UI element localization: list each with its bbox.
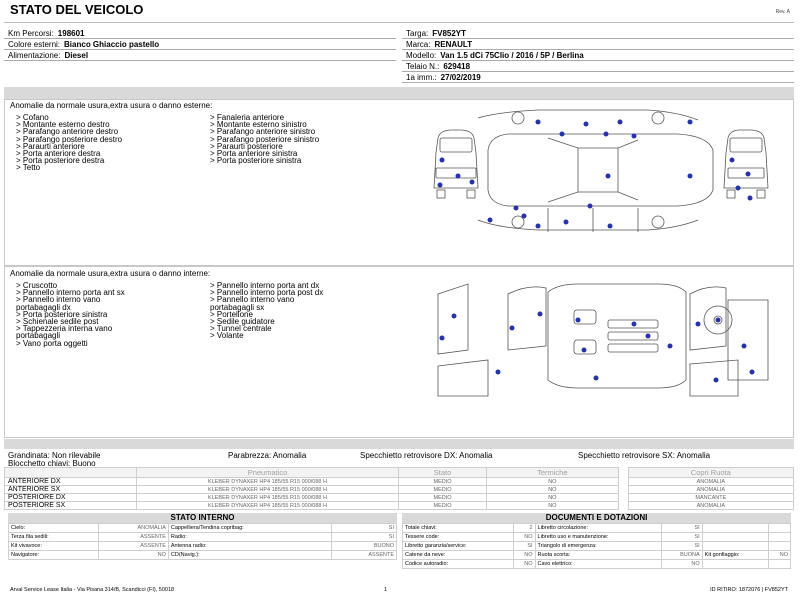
tyre-state: MEDIO — [399, 486, 487, 494]
vehicle-info-left — [4, 28, 396, 61]
internal-damage-list-2: > Pannello interno porta ant dx > Pannello interno porta post dx > Pannello interno vano portabagagli sx > Portellone > Sedile guidatore > Tunnel centrale > Volante — [210, 281, 324, 341]
documents-table — [402, 523, 791, 569]
tyre-state: MEDIO — [399, 478, 487, 486]
vehicle-info-right — [402, 28, 794, 83]
internal-damage-list-1: > Cruscotto > Pannello interno porta ant sx > Pannello interno vano portabagagli dx > Porta posteriore sinistra > Schienale sedile post > Tappezzeria interna vano portabagagli > Vano porta oggetti — [16, 281, 125, 348]
tyre-state: MEDIO — [399, 502, 487, 510]
documents-title: DOCUMENTI E DOTAZIONI — [402, 513, 791, 523]
cell-label — [702, 524, 768, 533]
info-label: Telaio N.: — [406, 61, 440, 71]
footer-id-ritiro: ID RITIRO: 1872076 | FV852YT — [710, 587, 788, 593]
info-value: RENAULT — [434, 39, 473, 49]
header-divider — [4, 22, 794, 23]
tyres-header: Pneumatico — [137, 468, 399, 478]
table-row — [403, 533, 791, 542]
external-damage-title: Anomalie da normale usura,extra usura o danno esterne: — [10, 101, 213, 110]
tyre-model: KLEBER DYNAXER HP4 185/55 R15 000/088 H — [137, 494, 399, 502]
info-value: 27/02/2019 — [440, 72, 481, 82]
mirror-sx-status: Specchietto retrovisore SX: Anomalia — [578, 451, 711, 460]
cell-label: Tessere code: — [403, 533, 514, 542]
table-row — [403, 524, 791, 533]
cell-label: Antenna radio: — [168, 542, 332, 551]
table-row — [9, 533, 397, 542]
info-row-marca — [402, 39, 794, 50]
tyre-winter: NO — [487, 478, 619, 486]
info-row-alimentazione — [4, 50, 396, 61]
cell-label: Terza fila sedili: — [9, 533, 99, 542]
exterior-car-diagram — [428, 108, 778, 236]
tyre-hubcap: ANOMALIA — [628, 502, 793, 510]
table-row — [403, 551, 791, 560]
cell-value: SI — [332, 524, 397, 533]
interior-car-diagram — [428, 280, 778, 400]
info-value: 629418 — [443, 61, 471, 71]
cell-label: Cielo: — [9, 524, 99, 533]
cell-value: NO — [513, 533, 535, 542]
table-row — [403, 542, 791, 551]
tyre-state: MEDIO — [399, 494, 487, 502]
cell-label: Triangolo di emergenza: — [535, 542, 661, 551]
cell-value: SI — [332, 533, 397, 542]
cell-value: SI — [661, 542, 702, 551]
cell-label: Cappelliera/Tendina copribag: — [168, 524, 332, 533]
tyres-header-row — [5, 468, 794, 478]
documents-box — [402, 513, 791, 569]
tyre-hubcap: ANOMALIA — [628, 478, 793, 486]
cell-value — [768, 542, 790, 551]
section-divider-bar — [4, 439, 794, 449]
cell-value — [768, 533, 790, 542]
cell-value — [768, 524, 790, 533]
cell-value: NO — [513, 560, 535, 569]
tyres-table — [4, 467, 794, 510]
table-row — [5, 502, 794, 510]
info-value: FV852YT — [432, 28, 467, 38]
parabrezza-status: Parabrezza: Anomalia — [228, 451, 307, 460]
table-row — [5, 478, 794, 486]
info-value: Diesel — [64, 50, 89, 60]
table-row — [9, 551, 397, 560]
exterior-damage-markers — [438, 120, 753, 229]
page-title: STATO DEL VEICOLO — [10, 2, 144, 17]
info-label: Colore esterni: — [8, 39, 61, 49]
cell-value: BUONO — [332, 542, 397, 551]
footer-page-number: 1 — [384, 587, 388, 593]
cell-label: Totale chiavi: — [403, 524, 514, 533]
info-label: Alimentazione: — [8, 50, 61, 60]
cell-label: Cavo elettrico: — [535, 560, 661, 569]
cell-value: NO — [513, 551, 535, 560]
info-value: Van 1.5 dCi 75Clio / 2016 / 5P / Berlina — [440, 50, 584, 60]
cell-value: ASSENTE — [98, 542, 168, 551]
interior-state-table — [8, 523, 397, 560]
cell-value: ASSENTE — [98, 533, 168, 542]
cell-label — [702, 542, 768, 551]
info-row-immatricolazione — [402, 72, 794, 83]
cell-label: Catene da neve: — [403, 551, 514, 560]
cell-label: CD(Navig.): — [168, 551, 332, 560]
cell-value: SI — [661, 533, 702, 542]
tyre-hubcap: ANOMALIA — [628, 486, 793, 494]
cell-value: NO — [661, 560, 702, 569]
tyre-model: KLEBER DYNAXER HP4 185/55 R15 000/088 H — [137, 502, 399, 510]
cell-label — [702, 560, 768, 569]
table-row — [403, 560, 791, 569]
interior-state-box — [8, 513, 397, 560]
info-row-colore — [4, 39, 396, 50]
cell-label — [702, 533, 768, 542]
table-row — [9, 542, 397, 551]
tyre-winter: NO — [487, 486, 619, 494]
info-label: Modello: — [406, 50, 437, 60]
info-value: Bianco Ghiaccio pastello — [64, 39, 160, 49]
info-label: Km Percorsi: — [8, 28, 54, 38]
cell-value: ANOMALIA — [98, 524, 168, 533]
revision-label: Rev. A — [775, 9, 790, 15]
table-row — [5, 486, 794, 494]
cell-label: Kit gonfiaggio: — [702, 551, 768, 560]
cell-label: Libretto garanzia/service: — [403, 542, 514, 551]
tyres-header: Termiche — [487, 468, 619, 478]
tyre-hubcap: MANCANTE — [628, 494, 793, 502]
cell-value: ASSENTE — [332, 551, 397, 560]
grandinata-status: Grandinata: Non rilevabile — [8, 451, 101, 460]
tyre-winter: NO — [487, 502, 619, 510]
external-damage-list-1: > Cofano > Montante esterno destro > Parafango anteriore destro > Parafango posteriore destro > Paraurti anteriore > Porta anteriore destra > Porta posteriore destra > Tetto — [16, 113, 123, 173]
tyres-header: Copri Ruota — [628, 468, 793, 478]
info-label: Marca: — [406, 39, 431, 49]
info-row-km — [4, 28, 396, 39]
cell-value — [768, 560, 790, 569]
blocchetto-status: Blocchetto chiavi: Buono — [8, 459, 96, 468]
tyre-position: POSTERIORE DX — [5, 494, 137, 502]
cell-value: SI — [661, 524, 702, 533]
table-row — [5, 494, 794, 502]
info-row-telaio — [402, 61, 794, 72]
info-row-modello — [402, 50, 794, 61]
info-value: 198601 — [57, 28, 85, 38]
tyre-model: KLEBER DYNAXER HP4 185/55 R15 000/088 H — [137, 478, 399, 486]
cell-value: SI — [513, 542, 535, 551]
cell-value: NO — [768, 551, 790, 560]
cell-label: Libretto circolazione: — [535, 524, 661, 533]
tyre-position: POSTERIORE SX — [5, 502, 137, 510]
table-row — [9, 524, 397, 533]
info-label: 1a imm.: — [406, 72, 437, 82]
tyres-header: Stato — [399, 468, 487, 478]
cell-label: Libretto uso e manutenzione: — [535, 533, 661, 542]
cell-label: Radio: — [168, 533, 332, 542]
tyre-winter: NO — [487, 494, 619, 502]
tyre-position: ANTERIORE DX — [5, 478, 137, 486]
cell-value: 2 — [513, 524, 535, 533]
cell-value: BUONA — [661, 551, 702, 560]
cell-label: Codice autoradio: — [403, 560, 514, 569]
interior-damage-markers — [440, 312, 755, 383]
external-damage-list-2: > Fanaleria anteriore > Montante esterno sinistro > Parafango anteriore sinistro > Parafango posteriore sinistro > Paraurti posteriore > Porta anteriore sinistra > Porta posteriore sinistra — [210, 113, 320, 166]
interior-state-title: STATO INTERNO — [8, 513, 397, 523]
footer-address: Arval Service Lease Italia - Via Pisana 314/B, Scandicci (FI), 50018 — [10, 587, 175, 593]
mirror-dx-status: Specchietto retrovisore DX: Anomalia — [360, 451, 493, 460]
tyre-position: ANTERIORE SX — [5, 486, 137, 494]
info-row-targa — [402, 28, 794, 39]
cell-label: Navigatore: — [9, 551, 99, 560]
tyre-model: KLEBER DYNAXER HP4 185/55 R15 000/088 H — [137, 486, 399, 494]
internal-damage-title: Anomalie da normale usura,extra usura o danno interne: — [10, 269, 211, 278]
info-label: Targa: — [406, 28, 429, 38]
cell-label: Ruota scorta: — [535, 551, 661, 560]
cell-value: NO — [98, 551, 168, 560]
cell-label: Kit vivavoce: — [9, 542, 99, 551]
section-divider-bar — [4, 87, 794, 99]
